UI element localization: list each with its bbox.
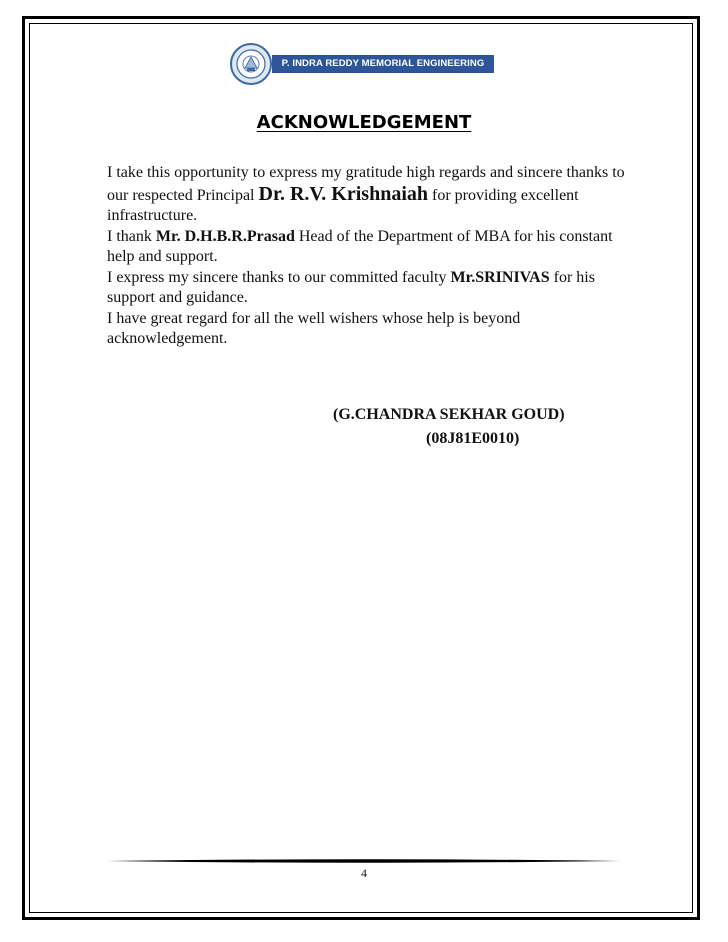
paragraph-text: I thank	[107, 227, 156, 245]
footer-divider	[107, 858, 620, 864]
paragraph-faculty	[107, 268, 627, 309]
page-number: 4	[361, 866, 367, 880]
page-title: ACKNOWLEDGEMENT	[256, 112, 472, 133]
paragraph-text: Head of the Department of MBA for his constant help and support.	[107, 227, 613, 265]
signature-block	[333, 403, 613, 451]
page-border-inner	[29, 23, 693, 913]
college-seal-icon	[229, 42, 273, 86]
paragraph-text: I take this opportunity to express my gratitude high regards and sincere thanks to our respected Principal	[107, 164, 625, 204]
signature-name: (G.CHANDRA SEKHAR GOUD)	[333, 406, 565, 423]
paragraph-hod	[107, 227, 627, 268]
paragraph-text: for his support and guidance.	[107, 268, 595, 306]
signature-roll-number: (08J81E0010)	[426, 430, 520, 447]
faculty-name: Mr.SRINIVAS	[450, 268, 550, 286]
paragraph-well-wishers: I have great regard for all the well wishers whose help is beyond acknowledgement.	[107, 309, 521, 347]
paragraph-text: I express my sincere thanks to our committed faculty	[107, 268, 451, 286]
paragraph-principal	[107, 163, 627, 227]
college-name-banner: P. INDRA REDDY MEMORIAL ENGINEERING COLLEGE	[272, 55, 494, 73]
acknowledgement-body	[107, 163, 627, 350]
hod-name: Mr. D.H.B.R.Prasad	[155, 227, 295, 245]
principal-name: Dr. R.V. Krishnaiah	[258, 182, 428, 205]
paragraph-text: for providing excellent infrastructure.	[107, 186, 579, 224]
